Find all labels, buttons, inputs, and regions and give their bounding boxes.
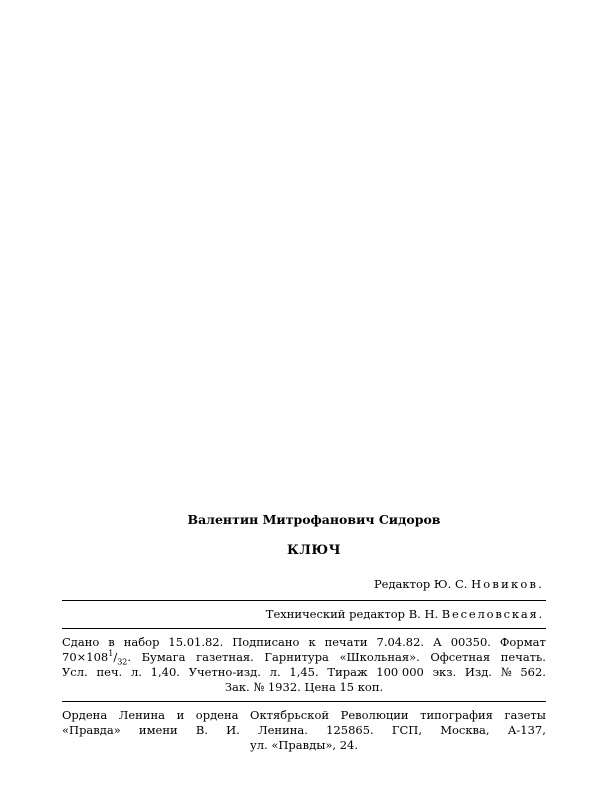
word: Тираж [327, 665, 368, 679]
word: Бумага [141, 650, 186, 664]
tech-editor-label: Технический редактор В. Н. [265, 607, 439, 621]
word: № [500, 665, 512, 679]
divider-rule [62, 600, 546, 601]
imprint-block [62, 512, 546, 753]
divider-rule [62, 701, 546, 702]
author-name: Валентин Митрофанович Сидоров [187, 512, 441, 527]
paper-format: $70\times 108^1/_{32}$. [62, 649, 132, 667]
word: газеты [504, 708, 546, 722]
word: 00350. [450, 635, 491, 649]
word: И. [226, 723, 240, 737]
word: «Правда» [62, 723, 121, 737]
publisher-line-1 [62, 708, 546, 723]
paper-format-prefix: 70×108 [62, 650, 109, 664]
word: печати [324, 635, 368, 649]
word: В. [195, 723, 208, 737]
word: Сдано [62, 635, 100, 649]
word: Учетно-изд. [188, 665, 261, 679]
tech-editor-credit [62, 606, 546, 622]
word: Октябрьской [250, 708, 330, 722]
word: 562. [520, 665, 546, 679]
word: 1,40. [150, 665, 180, 679]
word: л. [269, 665, 281, 679]
editor-credit [62, 576, 546, 592]
editor-surname: Новиков. [471, 577, 544, 591]
print-data-block [62, 635, 546, 695]
word: печ. [96, 665, 123, 679]
word: Подписано [232, 635, 300, 649]
word: к [308, 635, 316, 649]
word: экз. [432, 665, 457, 679]
word: имени [138, 723, 178, 737]
divider-rule [62, 628, 546, 629]
publisher-line-3: ул. «Правды», 24. [249, 738, 358, 752]
publisher-block [62, 708, 546, 753]
print-data-line-1 [62, 635, 546, 650]
print-data-line-3 [62, 665, 546, 680]
tech-editor-surname: Веселовская. [441, 607, 544, 621]
word: Гарнитура [264, 650, 329, 664]
word: А-137, [507, 723, 546, 737]
word: и [176, 708, 185, 722]
book-title: КЛЮЧ [287, 543, 341, 558]
paper-format-denominator: 32 [117, 657, 128, 667]
word: 1,45. [289, 665, 319, 679]
word: А [433, 635, 442, 649]
word: Революции [340, 708, 409, 722]
word: л. [130, 665, 142, 679]
word: «Школьная». [339, 650, 420, 664]
print-data-line-4: Зак. № 1932. Цена 15 коп. [224, 680, 384, 694]
word: типография [420, 708, 493, 722]
word: 7.04.82. [376, 635, 425, 649]
word: Ленина [118, 708, 166, 722]
editor-label: Редактор Ю. С. [373, 577, 468, 591]
word: газетная. [196, 650, 254, 664]
publisher-line-2 [62, 723, 546, 738]
word: ордена [195, 708, 239, 722]
word: Формат [499, 635, 546, 649]
word: в [108, 635, 115, 649]
word: Ленина. [258, 723, 308, 737]
word: Усл. [62, 665, 88, 679]
word: ГСП, [391, 723, 422, 737]
word: набор [123, 635, 160, 649]
word: 100 000 [376, 665, 424, 679]
word: 125865. [326, 723, 374, 737]
word: 15.01.82. [168, 635, 224, 649]
print-data-line-2 [62, 650, 546, 665]
word: Офсетная [430, 650, 491, 664]
word: Москва, [440, 723, 490, 737]
paper-format-numerator: 1 [108, 649, 114, 659]
word: Изд. [464, 665, 492, 679]
word: Ордена [62, 708, 108, 722]
word: печать. [500, 650, 546, 664]
